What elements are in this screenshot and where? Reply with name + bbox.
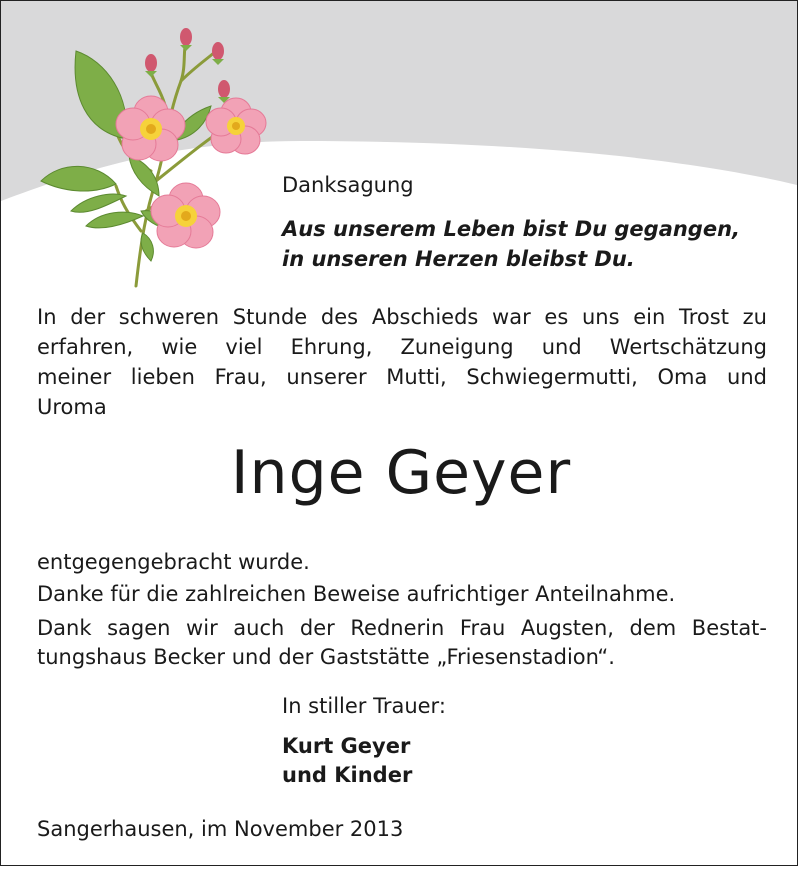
wild-rose-branch-icon	[31, 21, 281, 291]
signatory-line-1: Kurt Geyer	[282, 734, 411, 758]
place-and-date: Sangerhausen, im November 2013	[37, 817, 404, 841]
verse-line-1: Aus unserem Leben bist Du gegangen,	[282, 217, 741, 241]
body-line: tungshaus Becker und der Gaststätte „Friesenstadion“.	[37, 645, 615, 669]
body-line: entgegengebracht wurde.	[37, 550, 310, 574]
intro-line: Uroma	[37, 395, 107, 419]
mourning-label: In stiller Trauer:	[282, 694, 446, 718]
intro-line: meiner lieben Frau, unserer Mutti, Schwiegermutti, Oma und	[37, 365, 767, 389]
heading: Danksagung	[282, 173, 414, 197]
intro-line: erfahren, wie viel Ehrung, Zuneigung und Wertschätzung	[37, 335, 767, 359]
verse-line-2: in unseren Herzen bleibst Du.	[282, 247, 635, 271]
signatory-line-2: und Kinder	[282, 763, 413, 787]
deceased-name: Inge Geyer	[230, 438, 572, 508]
intro-line: In der schweren Stunde des Abschieds war es uns ein Trost zu	[37, 305, 767, 329]
body-line: Danke für die zahlreichen Beweise aufrichtiger Anteilnahme.	[37, 582, 676, 606]
body-line: Dank sagen wir auch der Rednerin Frau Augsten, dem Bestat-	[37, 616, 767, 640]
